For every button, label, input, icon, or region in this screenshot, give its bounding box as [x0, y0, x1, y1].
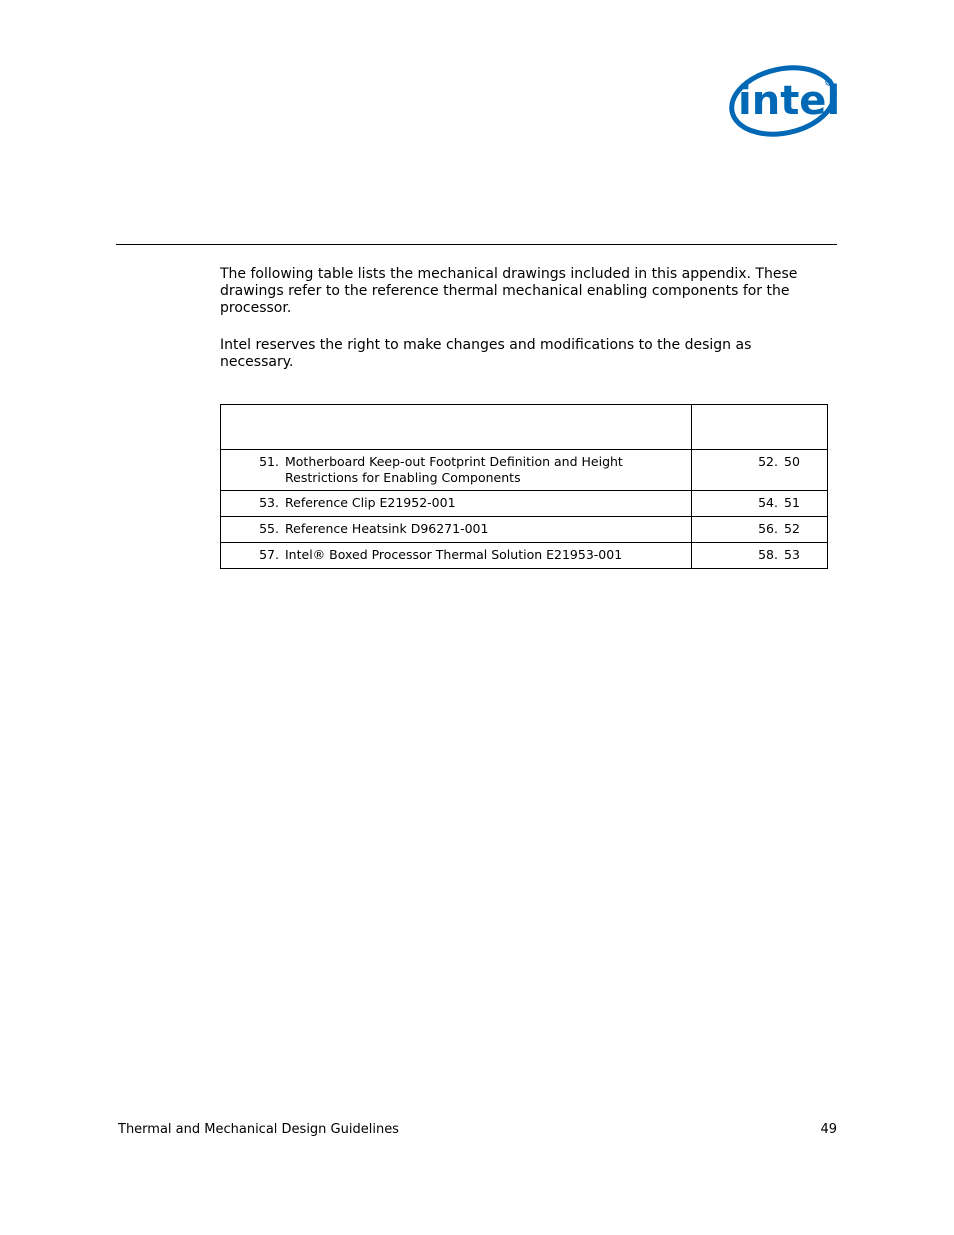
header-rule: [116, 244, 837, 245]
header-cell-page: [692, 405, 828, 450]
row-page-number: 54.: [758, 495, 778, 510]
table-header-row: [221, 405, 828, 450]
table-row: [221, 450, 828, 491]
disclaimer-paragraph: Intel reserves the right to make changes and modifications to the design as necessary.: [220, 337, 752, 370]
row-number: 55.: [259, 521, 279, 536]
row-description: Reference Clip E21952-001: [285, 495, 456, 510]
intro-paragraph: The following table lists the mechanical drawings included in this appendix. These drawings refer to the reference thermal mechanical enabling components for the processor.: [220, 266, 798, 316]
row-description: Reference Heatsink D96271-001: [285, 521, 489, 536]
row-page: 53: [784, 547, 800, 562]
table-row: [221, 517, 828, 543]
row-number: 51.: [259, 454, 279, 469]
logo-wordmark: intel: [738, 78, 841, 124]
row-page-number: 58.: [758, 547, 778, 562]
intel-logo: [726, 62, 842, 140]
footer-title: Thermal and Mechanical Design Guidelines: [118, 1122, 399, 1137]
row-page: 50: [784, 454, 800, 469]
row-description: Motherboard Keep-out Footprint Definition and Height Restrictions for Enabling Components: [285, 454, 623, 485]
row-page-number: 52.: [758, 454, 778, 469]
footer-page-number: 49: [820, 1122, 837, 1137]
header-cell-description: [221, 405, 692, 450]
row-page-number: 56.: [758, 521, 778, 536]
row-description: Intel® Boxed Processor Thermal Solution E21953-001: [285, 547, 623, 562]
table-row: [221, 491, 828, 517]
row-page: 51: [784, 495, 800, 510]
drawings-table: [220, 404, 828, 569]
row-number: 53.: [259, 495, 279, 510]
row-number: 57.: [259, 547, 279, 562]
table-row: [221, 543, 828, 569]
row-page: 52: [784, 521, 800, 536]
